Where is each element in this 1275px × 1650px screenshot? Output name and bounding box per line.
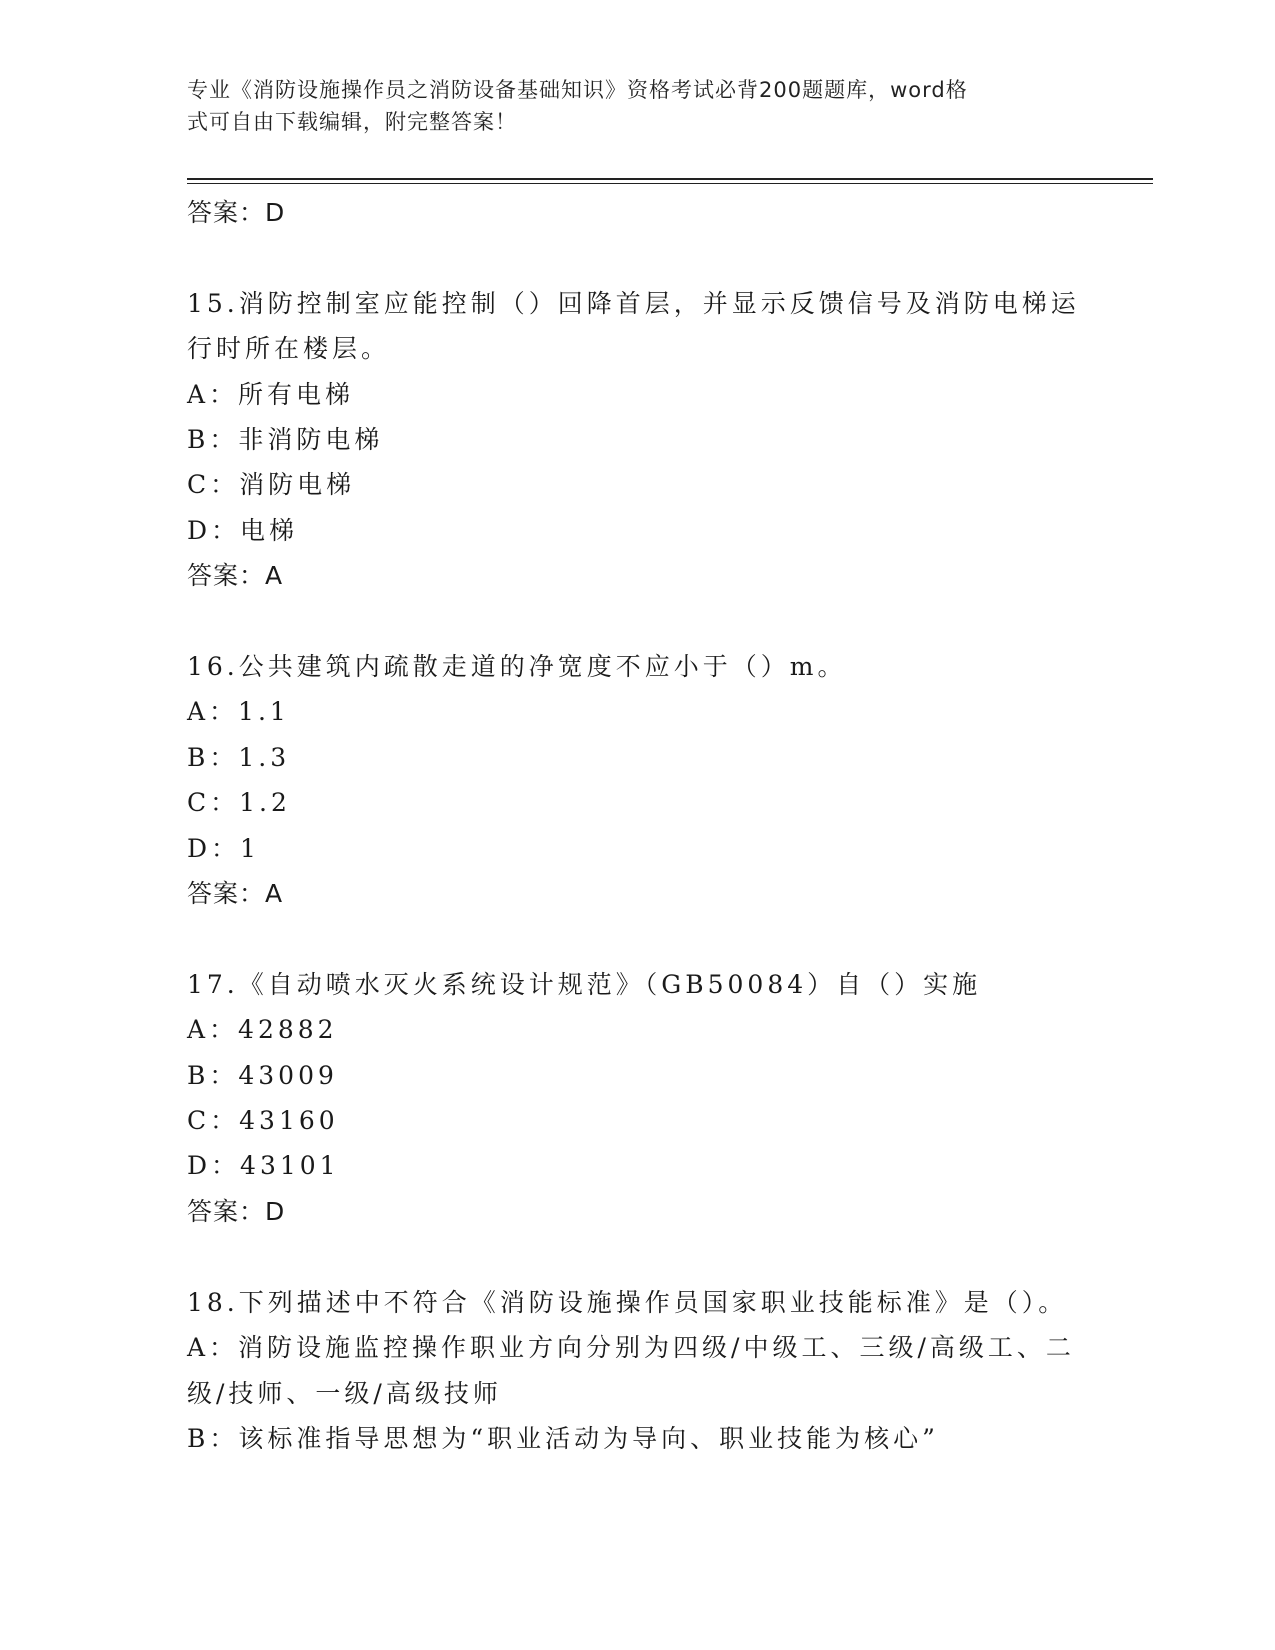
answer: 答案：D [187, 1196, 286, 1226]
question-stem: 16.公共建筑内疏散走道的净宽度不应小于（）m。 [187, 652, 847, 682]
question-stem: 18.下列描述中不符合《消防设施操作员国家职业技能标准》是（）。 [187, 1287, 1068, 1317]
question-stem: 17.《自动喷水灭火系统设计规范》（GB50084）自（）实施 [187, 969, 982, 999]
option-d: D：1 [187, 833, 260, 863]
answer: 答案：A [187, 561, 284, 591]
document-body [187, 190, 1087, 1461]
answer: 答案：A [187, 879, 284, 909]
question-15 [187, 281, 1087, 599]
question-18 [187, 1280, 1087, 1462]
option-a: A：消防设施监控操作职业方向分别为四级/中级工、三级/高级工、二 [187, 1333, 1075, 1363]
question-stem: 15.消防控制室应能控制（）回降首层，并显示反馈信号及消防电梯运 [187, 288, 1080, 318]
option-a: A：42882 [187, 1015, 338, 1045]
option-c: C：消防电梯 [187, 470, 356, 500]
option-c: C：1.2 [187, 788, 291, 818]
option-b: B：该标准指导思想为“职业活动为导向、职业技能为核心” [187, 1423, 939, 1453]
header-line-2: 式可自由下载编辑，附完整答案！ [187, 110, 517, 134]
question-16 [187, 644, 1087, 916]
option-d: D：电梯 [187, 515, 299, 545]
option-b: B：1.3 [187, 742, 291, 772]
option-a-continued: 级/技师、一级/高级技师 [187, 1378, 502, 1408]
option-a: A：所有电梯 [187, 379, 355, 409]
option-d: D：43101 [187, 1151, 340, 1181]
document-header [187, 74, 1067, 138]
header-rule-thick [187, 178, 1153, 180]
option-b: B：43009 [187, 1060, 338, 1090]
question-17 [187, 962, 1087, 1234]
option-a: A：1.1 [187, 697, 290, 727]
option-b: B：非消防电梯 [187, 425, 384, 455]
header-rule-thin [187, 183, 1153, 184]
previous-answer: 答案：D [187, 198, 286, 227]
header-line-1: 专业《消防设施操作员之消防设备基础知识》资格考试必背200题题库，word格 [187, 78, 968, 102]
option-c: C：43160 [187, 1106, 339, 1136]
question-stem: 行时所在楼层。 [187, 334, 391, 364]
